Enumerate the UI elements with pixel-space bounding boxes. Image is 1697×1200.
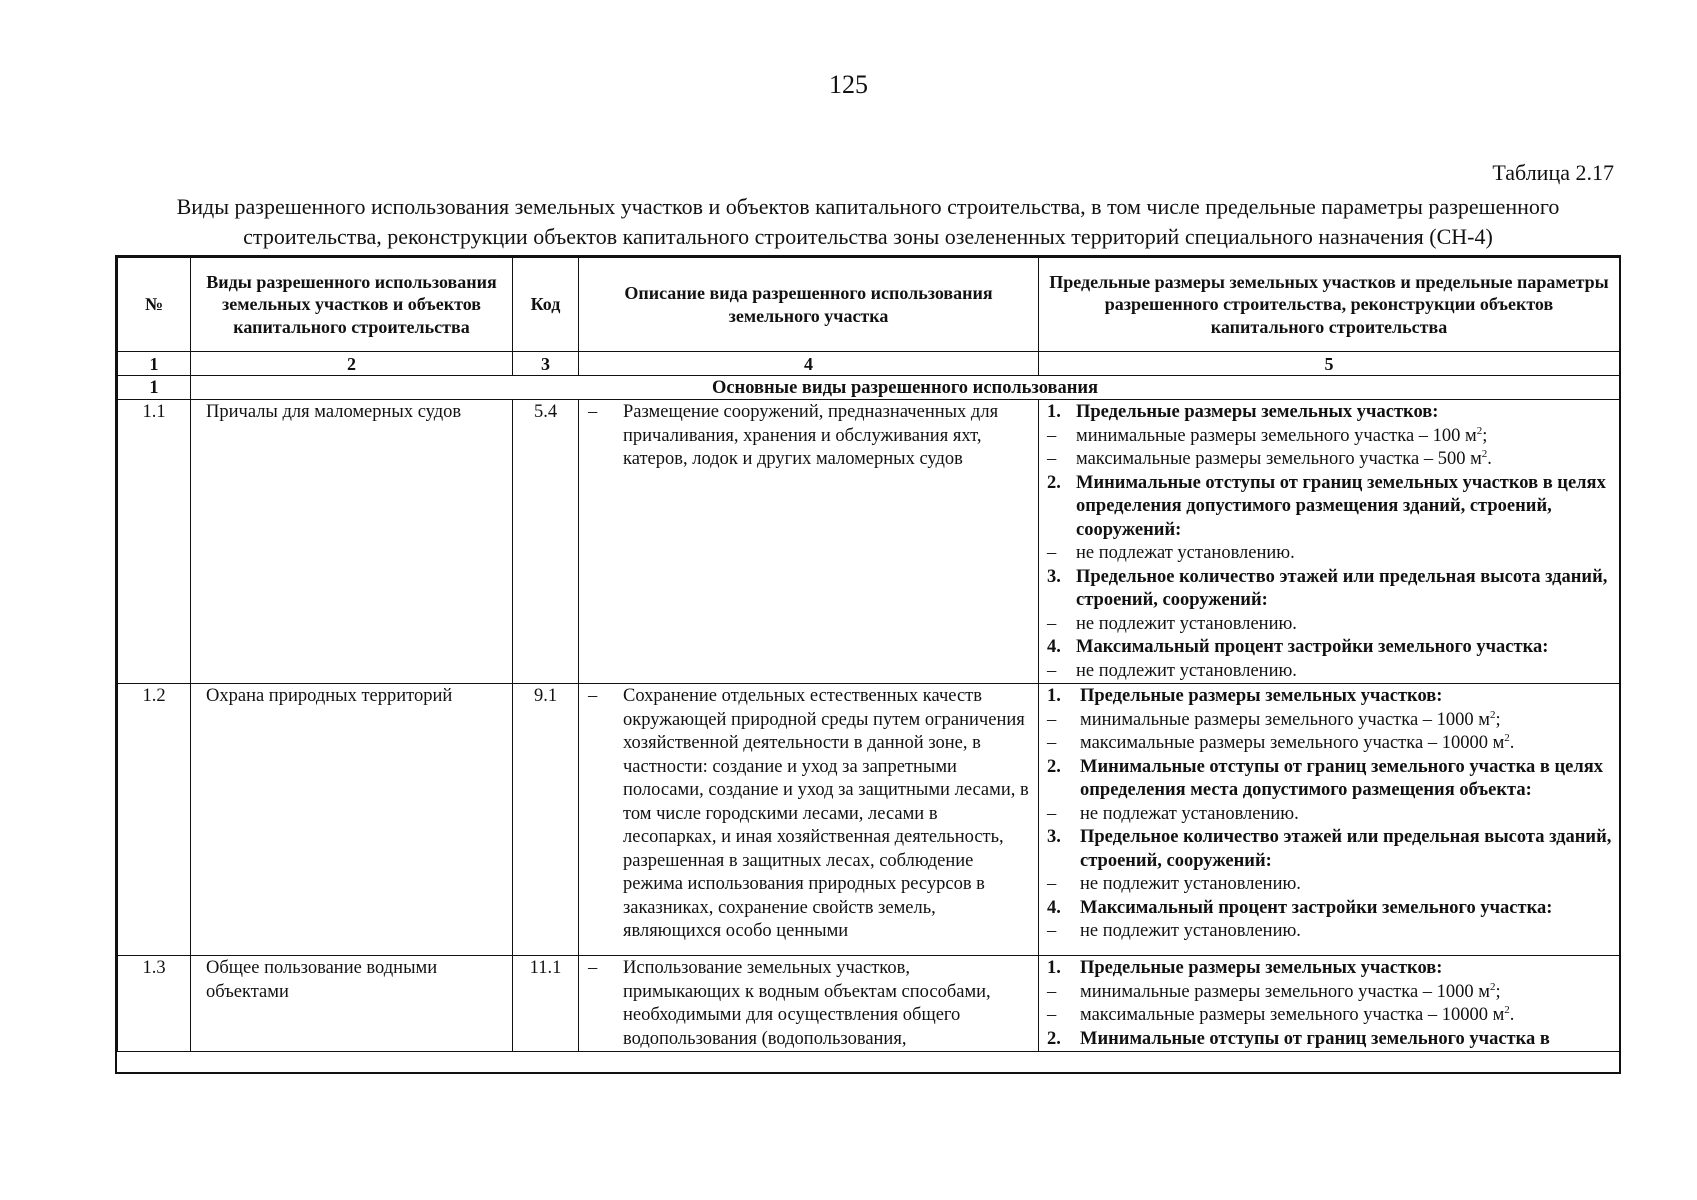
header-cell-number: №	[118, 258, 191, 352]
table-row	[118, 400, 1620, 684]
parameter-marker: –	[1047, 543, 1057, 563]
use-type-code: 11.1	[513, 956, 579, 1052]
unit-superscript: 2	[1476, 424, 1483, 437]
parameter-punctuation: ;	[1495, 981, 1501, 1002]
parameter-marker: 1.	[1047, 686, 1061, 706]
parameter-text: Предельные размеры земельных участков:	[1076, 402, 1439, 422]
parameter-marker: –	[1047, 981, 1057, 1002]
parameter-value	[1047, 873, 1613, 897]
parameter-text: Минимальные отступы от границ земельного участка в целях определения места допустимого размещения объекта:	[1080, 756, 1603, 800]
parameter-text: не подлежит установлению.	[1076, 660, 1297, 681]
description-text: Размещение сооружений, предназначенных для причаливания, хранения и обслуживания яхт, катеров, лодок и других маломерных судов	[623, 402, 999, 469]
description-dash: –	[588, 686, 598, 706]
parameter-punctuation: ;	[1495, 709, 1501, 730]
parameter-value	[1047, 425, 1613, 449]
parameter-text: не подлежит установлению.	[1080, 874, 1301, 894]
header-cell-parameters: Предельные размеры земельных участков и предельные параметры разрешенного строительства, реконструкции объектов капитального строительства	[1039, 258, 1620, 352]
header-cell-code: Код	[513, 258, 579, 352]
header-row	[118, 258, 1620, 352]
parameter-marker: –	[1047, 1005, 1057, 1025]
parameter-text: минимальные размеры земельного участка – 1000 м	[1080, 709, 1490, 730]
section-row	[118, 376, 1620, 400]
parameter-text: не подлежит установлению.	[1080, 921, 1301, 941]
use-type-description	[579, 956, 1039, 1052]
parameter-marker: 1.	[1047, 958, 1061, 978]
parameter-heading	[1047, 401, 1613, 425]
parameter-marker: 2.	[1047, 1028, 1061, 1049]
description-text: Использование земельных участков, примыкающих к водным объектам способами, необходимыми для осуществления общего водопользования (водопользования,	[623, 958, 991, 1049]
parameter-heading	[1047, 685, 1613, 709]
parameter-heading	[1047, 826, 1613, 873]
parameter-marker: –	[1047, 803, 1057, 824]
description-dash: –	[588, 402, 598, 422]
column-number: 3	[513, 352, 579, 376]
parameter-text: Минимальные отступы от границ земельного участка в	[1080, 1028, 1550, 1049]
parameters-cell	[1039, 400, 1620, 684]
parameter-marker: 3.	[1047, 566, 1061, 587]
parameter-marker: –	[1047, 921, 1057, 941]
parameter-value	[1047, 542, 1613, 566]
unit-superscript: 2	[1490, 708, 1496, 721]
row-number: 1.2	[118, 684, 191, 956]
parameter-marker: 4.	[1047, 897, 1061, 918]
parameter-heading	[1047, 1028, 1613, 1052]
unit-superscript: 2	[1490, 980, 1496, 993]
parameter-marker: –	[1047, 733, 1057, 753]
unit-superscript: 2	[1504, 1003, 1510, 1016]
section-number: 1	[118, 376, 191, 400]
page-number: 125	[829, 70, 868, 99]
parameter-text: минимальные размеры земельного участка – 100 м	[1076, 425, 1477, 446]
use-type-description	[579, 684, 1039, 956]
row-number: 1.1	[118, 400, 191, 684]
parameters-cell	[1039, 684, 1620, 956]
parameter-text: Максимальный процент застройки земельного участка:	[1080, 897, 1553, 918]
parameter-marker: –	[1047, 660, 1057, 681]
parameter-text: максимальные размеры земельного участка – 500 м	[1076, 449, 1482, 469]
table-row	[118, 956, 1620, 1052]
parameter-marker: 1.	[1047, 402, 1061, 422]
use-type-name: Общее пользование водными объектами	[191, 956, 513, 1052]
unit-superscript: 2	[1481, 447, 1488, 460]
parameter-text: максимальные размеры земельного участка – 10000 м	[1080, 1005, 1505, 1025]
parameter-heading	[1047, 636, 1613, 660]
parameter-marker: –	[1047, 449, 1057, 469]
row-number: 1.3	[118, 956, 191, 1052]
parameter-value	[1047, 709, 1613, 733]
parameter-value	[1047, 981, 1613, 1005]
table-number: Таблица 2.17	[1492, 160, 1614, 185]
parameter-text: максимальные размеры земельного участка – 10000 м	[1080, 733, 1505, 753]
column-number: 2	[191, 352, 513, 376]
section-title: Основные виды разрешенного использования	[191, 376, 1620, 400]
parameter-value	[1047, 613, 1613, 637]
use-type-name: Охрана природных территорий	[191, 684, 513, 956]
unit-superscript: 2	[1504, 731, 1510, 744]
parameter-value	[1047, 732, 1613, 756]
parameter-punctuation: .	[1509, 733, 1515, 753]
parameter-value	[1047, 660, 1613, 684]
parameter-text: Предельное количество этажей или предельная высота зданий, строений, сооружений:	[1080, 827, 1612, 871]
parameter-heading	[1047, 756, 1613, 803]
parameter-marker: –	[1047, 425, 1057, 446]
parameter-punctuation: .	[1509, 1005, 1515, 1025]
table-caption: Виды разрешенного использования земельных участков и объектов капитального строительства, в том числе предельные параметры разрешенного строительства, реконструкции объектов капитального строительства зоны озелененных территорий специального назначения (СН-4)	[176, 194, 1560, 249]
parameter-text: не подлежат установлению.	[1080, 803, 1299, 824]
description-dash: –	[588, 958, 598, 978]
use-type-code: 5.4	[513, 400, 579, 684]
parameter-marker: 2.	[1047, 472, 1061, 493]
parameter-text: минимальные размеры земельного участка – 1000 м	[1080, 981, 1490, 1002]
column-number: 1	[118, 352, 191, 376]
use-type-code: 9.1	[513, 684, 579, 956]
parameter-text: Минимальные отступы от границ земельных участков в целях определения допустимого размещения зданий, строений, сооружений:	[1076, 472, 1606, 540]
parameter-value	[1047, 920, 1613, 944]
parameter-marker: 2.	[1047, 756, 1061, 777]
column-number: 4	[579, 352, 1039, 376]
parameter-text: Предельные размеры земельных участков:	[1080, 958, 1443, 978]
parameter-marker: –	[1047, 874, 1057, 894]
column-number: 5	[1039, 352, 1620, 376]
parameter-marker: 4.	[1047, 637, 1061, 657]
parameter-value	[1047, 1004, 1613, 1028]
parameter-heading	[1047, 897, 1613, 921]
parameter-punctuation: .	[1487, 449, 1492, 469]
parameter-heading	[1047, 566, 1613, 613]
parameter-punctuation: ;	[1482, 425, 1488, 446]
parameter-text: не подлежат установлению.	[1076, 543, 1295, 563]
parameters-cell	[1039, 956, 1620, 1052]
regulations-table	[115, 255, 1621, 1074]
parameter-text: не подлежит установлению.	[1076, 613, 1297, 634]
parameter-marker: 3.	[1047, 827, 1061, 847]
column-number-row	[118, 352, 1620, 376]
parameter-text: Предельные размеры земельных участков:	[1080, 686, 1443, 706]
header-cell-description: Описание вида разрешенного использования земельного участка	[579, 258, 1039, 352]
parameter-value	[1047, 448, 1613, 472]
table-row	[118, 684, 1620, 956]
parameter-heading	[1047, 472, 1613, 543]
use-type-description	[579, 400, 1039, 684]
parameter-marker: –	[1047, 613, 1057, 634]
parameter-text: Максимальный процент застройки земельного участка:	[1076, 637, 1549, 657]
parameter-heading	[1047, 957, 1613, 981]
use-type-name: Причалы для маломерных судов	[191, 400, 513, 684]
description-text: Сохранение отдельных естественных качеств окружающей природной среды путем ограничения хозяйственной деятельности в данной зоне, в частности: создание и уход за запретными полосами, создание и уход за защитными лесами, в том числе городскими лесами, лесами в лесопарках, и иная хозяйственная деятельность, разрешенная в защитных лесах, соблюдение режима использования природных ресурсов в заказниках, сохранение свойств земель, являющихся особо ценными	[623, 686, 1029, 941]
parameter-value	[1047, 803, 1613, 827]
parameter-marker: –	[1047, 709, 1057, 730]
header-cell-use-type: Виды разрешенного использования земельных участков и объектов капитального строительства	[191, 258, 513, 352]
parameter-text: Предельное количество этажей или предельная высота зданий, строений, сооружений:	[1076, 566, 1608, 610]
